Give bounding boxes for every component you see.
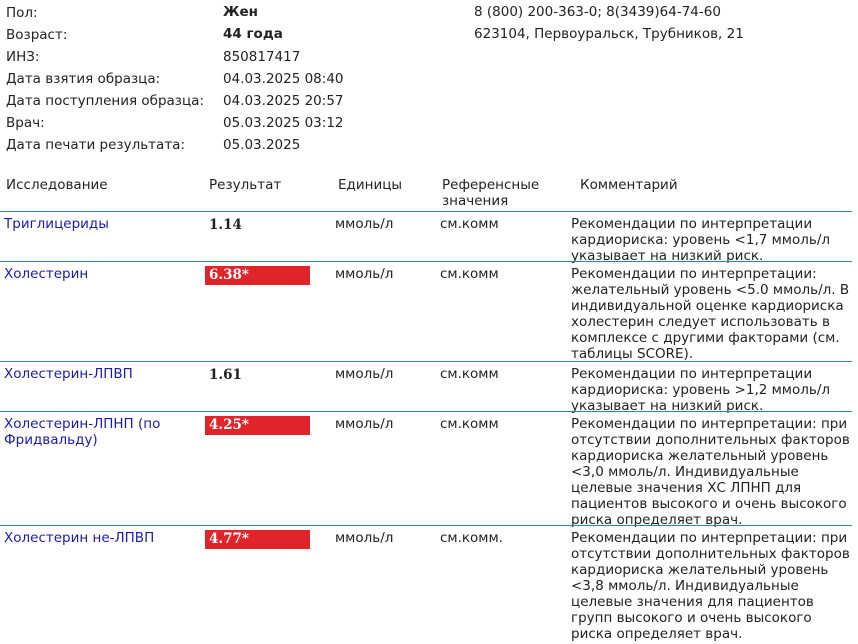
reference-value: см.комм: [440, 416, 499, 432]
comment-text: [571, 366, 851, 414]
comment-line: холестерин следует использовать в: [571, 314, 830, 330]
sex-label: Пол:: [6, 5, 38, 21]
reference-value: см.комм: [440, 266, 499, 282]
reference-value: см.комм: [440, 216, 499, 232]
comment-line: кардиориска: уровень <1,7 ммоль/л: [571, 232, 831, 248]
result-value: 1.14: [209, 217, 242, 233]
sex-value: Жен: [223, 4, 259, 20]
comment-line: Рекомендации по интерпретации: [571, 366, 813, 382]
comment-line: указывает на низкий риск.: [571, 398, 764, 414]
comment-line: отсутствии дополнительных факторов: [571, 546, 850, 562]
comment-line: отсутствии дополнительных факторов: [571, 432, 850, 448]
doctor-value: 05.03.2025 03:12: [223, 115, 344, 131]
age-value: 44 года: [223, 26, 283, 42]
table-row: [0, 261, 852, 360]
inz-label: ИНЗ:: [6, 49, 40, 65]
header-reference: [442, 177, 539, 209]
lab-phones: 8 (800) 200-363-0; 8(3439)64-74-60: [474, 4, 721, 20]
table-row: [0, 211, 852, 264]
study-name: Холестерин-ЛПВП: [4, 366, 133, 382]
comment-line: риска определяет врач.: [571, 512, 743, 528]
comment-line: таблицы SCORE).: [571, 346, 694, 362]
comment-line: Рекомендации по интерпретации:: [571, 266, 817, 282]
result-value: 1.61: [209, 367, 242, 383]
header-units: Единицы: [338, 177, 403, 193]
comment-text: [571, 530, 851, 642]
comment-line: целевые значения для пациентов: [571, 594, 814, 610]
comment-line: комплексе с другими факторами (см.: [571, 330, 840, 346]
table-row: [0, 361, 852, 414]
comment-line: Рекомендации по интерпретации: [571, 216, 813, 232]
comment-line: риска определяет врач.: [571, 626, 743, 642]
sample-taken-label: Дата взятия образца:: [6, 71, 161, 87]
comment-line: пациентов высокого и очень высокого: [571, 496, 847, 512]
comment-line: кардиориска желательный уровень: [571, 562, 829, 578]
comment-text: [571, 416, 851, 528]
units-value: ммоль/л: [335, 266, 394, 282]
comment-line: указывает на низкий риск.: [571, 248, 764, 264]
reference-value: см.комм: [440, 366, 499, 382]
comment-line: кардиориска желательный уровень: [571, 448, 829, 464]
lab-address: 623104, Первоуральск, Трубников, 21: [474, 26, 744, 42]
header-comment: Комментарий: [580, 177, 678, 193]
sample-taken-value: 04.03.2025 08:40: [223, 71, 344, 87]
comment-text: [571, 266, 851, 362]
header-reference-line1: Референсные: [442, 177, 540, 193]
units-value: ммоль/л: [335, 530, 394, 546]
study-name: Холестерин: [4, 266, 89, 282]
units-value: ммоль/л: [335, 216, 394, 232]
study-name: Триглицериды: [4, 216, 109, 232]
units-value: ммоль/л: [335, 416, 394, 432]
reference-value: см.комм.: [440, 530, 503, 546]
header-study: Исследование: [6, 177, 108, 193]
sample-received-value: 04.03.2025 20:57: [223, 93, 344, 109]
comment-line: <3,0 ммоль/л. Индивидуальные: [571, 464, 799, 480]
result-value-flagged: 4.77*: [205, 530, 310, 549]
sample-received-label: Дата поступления образца:: [6, 93, 204, 109]
inz-value: 850817417: [223, 49, 301, 65]
units-value: ммоль/л: [335, 366, 394, 382]
comment-line: желательный уровень <5.0 ммоль/л. В: [571, 282, 850, 298]
header-result: Результат: [209, 177, 282, 193]
result-value-flagged: 6.38*: [205, 266, 310, 285]
doctor-label: Врач:: [6, 115, 45, 131]
comment-line: Рекомендации по интерпретации: при: [571, 530, 848, 546]
table-row: [0, 525, 852, 642]
header-reference-line2: значения: [442, 193, 509, 209]
comment-text: [571, 216, 851, 264]
table-row: [0, 411, 852, 528]
comment-line: кардиориска: уровень >1,2 ммоль/л: [571, 382, 831, 398]
comment-line: <3,8 ммоль/л. Индивидуальные: [571, 578, 799, 594]
result-value-flagged: 4.25*: [205, 416, 310, 435]
comment-line: групп высокого и очень высокого: [571, 610, 812, 626]
comment-line: Рекомендации по интерпретации: при: [571, 416, 848, 432]
comment-line: целевые значения ХС ЛПНП для: [571, 480, 802, 496]
age-label: Возраст:: [6, 27, 68, 43]
print-date-label: Дата печати результата:: [6, 137, 186, 153]
study-name: Холестерин-ЛПНП (по Фридвальду): [4, 416, 161, 448]
comment-line: индивидуальной оценке кардиориска: [571, 298, 844, 314]
print-date-value: 05.03.2025: [223, 137, 301, 153]
study-name: Холестерин не-ЛПВП: [4, 530, 155, 546]
